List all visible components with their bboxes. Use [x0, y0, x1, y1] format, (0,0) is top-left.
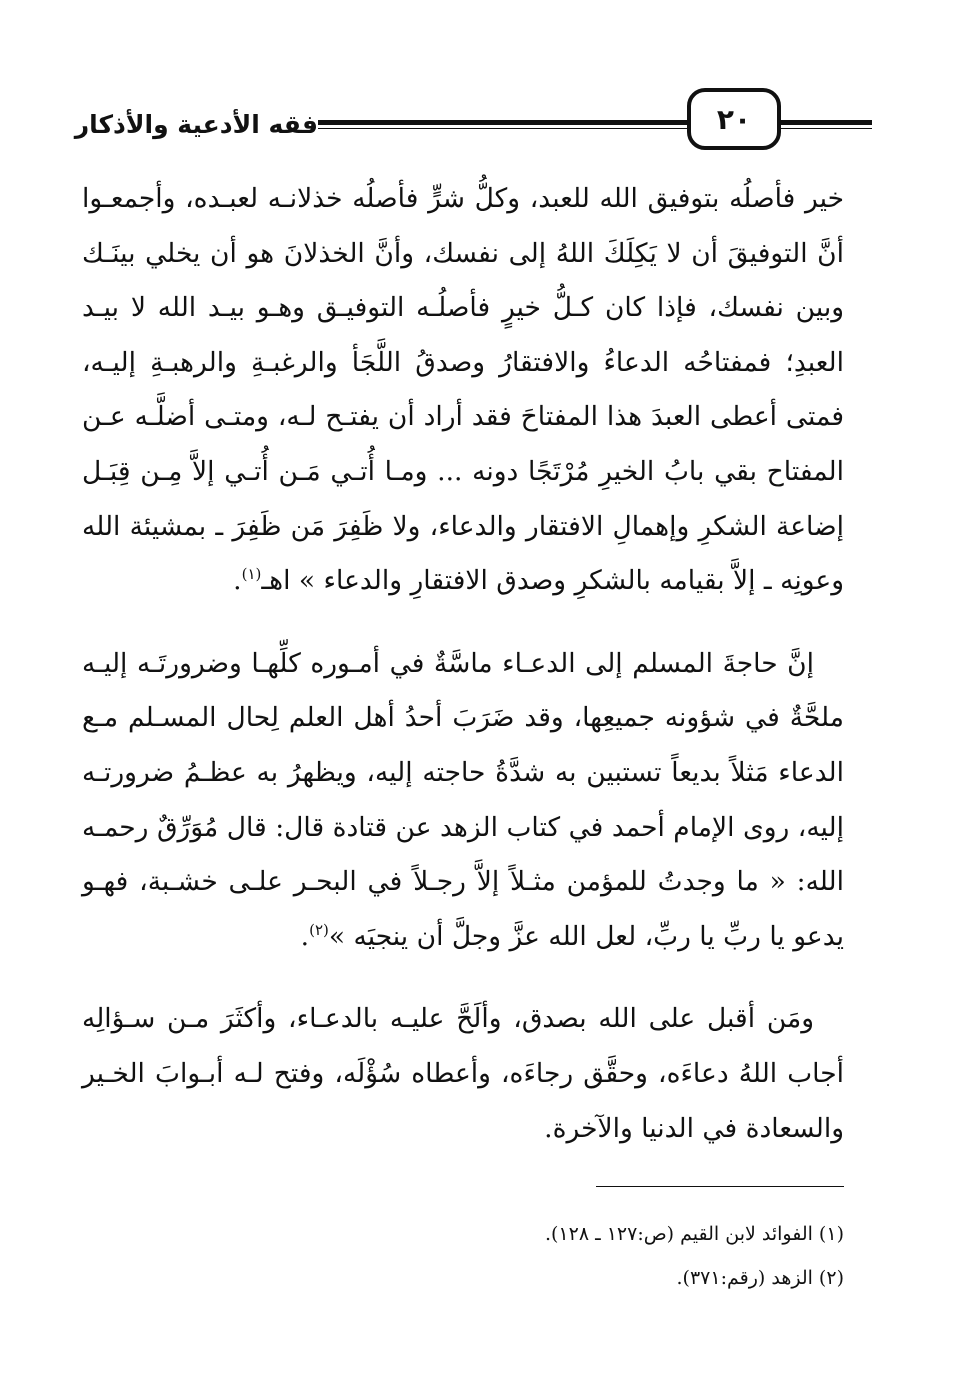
book-title: فقه الأدعية والأذكار [74, 110, 318, 139]
page-number: ٢٠ [687, 88, 781, 150]
footnote-ref-2: (٢) [309, 920, 329, 939]
footnote-1: (١) الفوائد لابن القيم (ص:١٢٧ ـ ١٢٨). [544, 1223, 844, 1245]
header-rule-right [781, 120, 872, 125]
paragraph-1-end: . [233, 565, 242, 597]
footnote-ref-1: (١) [241, 565, 262, 584]
paragraph-3-text: ومَن أقبل على الله بصدق، وألَحَّ عليـه بالدعـاء، وأكثَرَ مـن سـؤالِه أجاب اللهُ دعاءَه، وحقَّق رجاءَه، وأعطاه سُؤْلَه، وفتح لـه أبـوابَ الخـير والسعادة في الدنيا والآخرة. [82, 1003, 844, 1144]
footnote-divider [596, 1186, 844, 1187]
footnote-2: (٢) الزهد (رقم:٣٧١). [676, 1267, 844, 1289]
paragraph-2-text: إنَّ حاجةَ المسلم إلى الدعـاء ماسَّةٌ في أمـوره كلِّهـا وضرورتَـه إليـه ملحَّةٌ في شؤونه جميعِها، وقد ضَرَبَ أحدُ أهل العلم لِحال المسـلم مـع الدعاء مَثلاً بديعاً تستبين به شدَّةُ حاجته إليه، ويظهرُ به عظـمُ ضرورتـه إليه، روى الإمام أحمد في كتاب الزهد عن قتادة قال: قال مُوَرِّقٌ رحمـه الله: « ما وجدتُ للمؤمن مثـلاً إلاَّ رجـلاً في البحـر علـى خشـبة، فهـو يدعو يا ربِّ يا ربِّ، لعل الله عزَّ وجلَّ أن ينجيَه » [82, 647, 844, 952]
paragraph-3 [82, 992, 844, 1156]
main-text [82, 172, 844, 1156]
paragraph-2 [82, 637, 844, 965]
paragraph-1-text: خير فأصلُه بتوفيق الله للعبد، وكلُّ شرٍّ فأصلُه خذلانـه لعبـده، وأجمعـوا أنَّ التوفيقَ أن لا يَكِلَكَ اللهُ إلى نفسك، وأنَّ الخذلانَ هو أن يخلي بينَـك وبين نفسك، فإذا كان كـلُّ خيرٍ فأصلُـه التوفيـق وهـو بيـد الله لا بيـد العبدِ؛ فمفتاحُه الدعاءُ والافتقارُ وصدقُ اللَّجَأ والرغبـةِ والرهبـةِ إليـه، فمتى أعطى العبدَ هذا المفتاحَ فقد أراد أن يفتـح لـه، ومتـى أضلَّـه عـن المفتاح بقي بابُ الخيرِ مُرْتَجًا دونه ... ومـا أُتـي مَـن أُتـي إلاَّ مِـن قِبَـل إضاعة الشكرِ وإهمالِ الافتقار والدعاء، ولا ظَفِرَ مَن ظَفِرَ ـ بمشيئة الله وعونِه ـ إلاَّ بقيامه بالشكرِ وصدق الافتقارِ والدعاء » اهـ [82, 183, 844, 597]
page-header [74, 86, 872, 156]
footnotes [82, 1212, 844, 1300]
paragraph-2-end: . [300, 920, 310, 952]
paragraph-1 [82, 172, 844, 609]
header-rule-left [318, 120, 687, 125]
